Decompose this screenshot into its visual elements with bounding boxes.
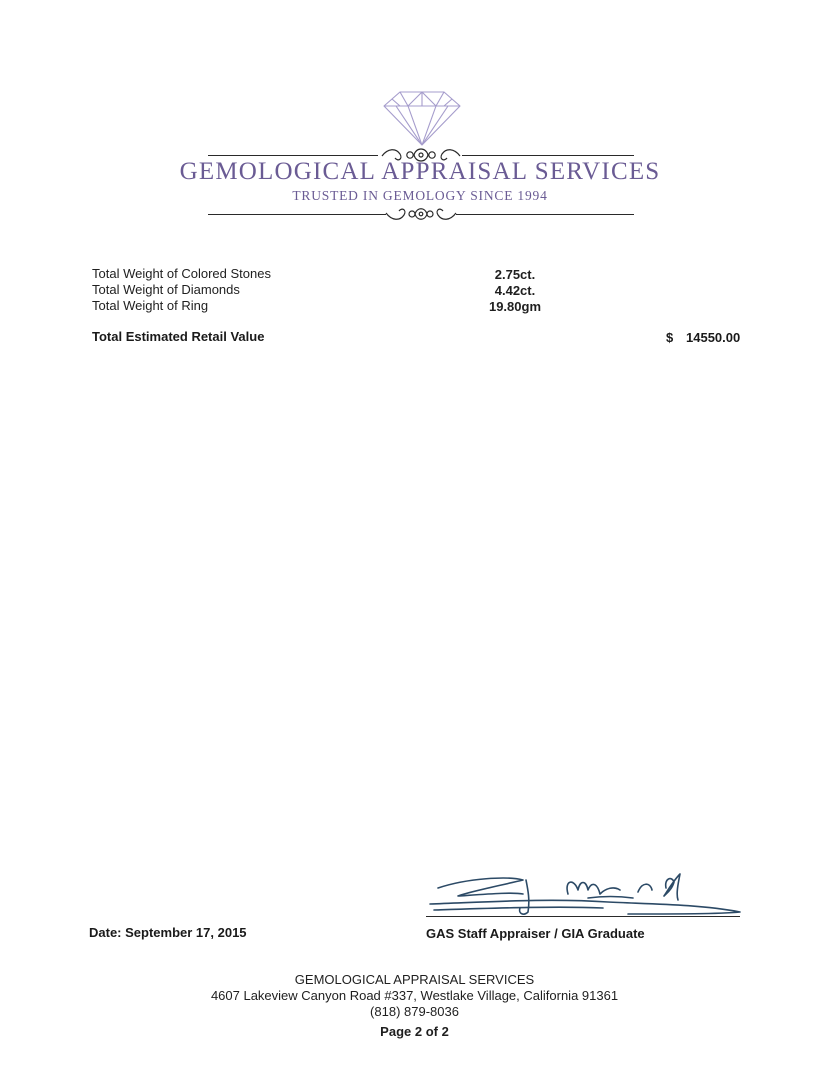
letterhead-rule — [208, 155, 378, 156]
footer-company-name: GEMOLOGICAL APPRAISAL SERVICES — [294, 972, 535, 987]
weight-label-colored-stones: Total Weight of Colored Stones — [92, 266, 271, 281]
retail-value-amount: 14550.00 — [686, 330, 741, 345]
weight-label-diamonds: Total Weight of Diamonds — [92, 282, 240, 297]
company-name: GEMOLOGICAL APPRAISAL SERVICES — [179, 158, 661, 185]
footer-phone: (818) 879-8036 — [370, 1004, 459, 1019]
weight-value-diamonds: 4.42ct. — [494, 283, 536, 298]
letterhead-rule — [462, 155, 634, 156]
retail-value-label: Total Estimated Retail Value — [92, 329, 265, 344]
letterhead — [0, 0, 829, 240]
weight-label-ring: Total Weight of Ring — [92, 298, 209, 313]
signature-line — [426, 916, 740, 917]
appraiser-title: GAS Staff Appraiser / GIA Graduate — [426, 926, 645, 941]
letterhead-rule — [456, 214, 634, 215]
flourish-ornament-icon — [384, 204, 458, 224]
handwritten-signature-icon — [428, 868, 748, 922]
footer-address: 4607 Lakeview Canyon Road #337, Westlake Village, California 91361 — [210, 988, 619, 1003]
letterhead-rule — [208, 214, 386, 215]
company-tagline: TRUSTED IN GEMOLOGY SINCE 1994 — [292, 188, 548, 203]
retail-currency-symbol: $ — [666, 330, 674, 345]
page-number: Page 2 of 2 — [380, 1024, 449, 1039]
diamond-icon — [380, 88, 464, 148]
appraisal-date: Date: September 17, 2015 — [89, 925, 247, 940]
weight-value-ring: 19.80gm — [488, 299, 542, 314]
weight-value-colored-stones: 2.75ct. — [494, 267, 536, 282]
